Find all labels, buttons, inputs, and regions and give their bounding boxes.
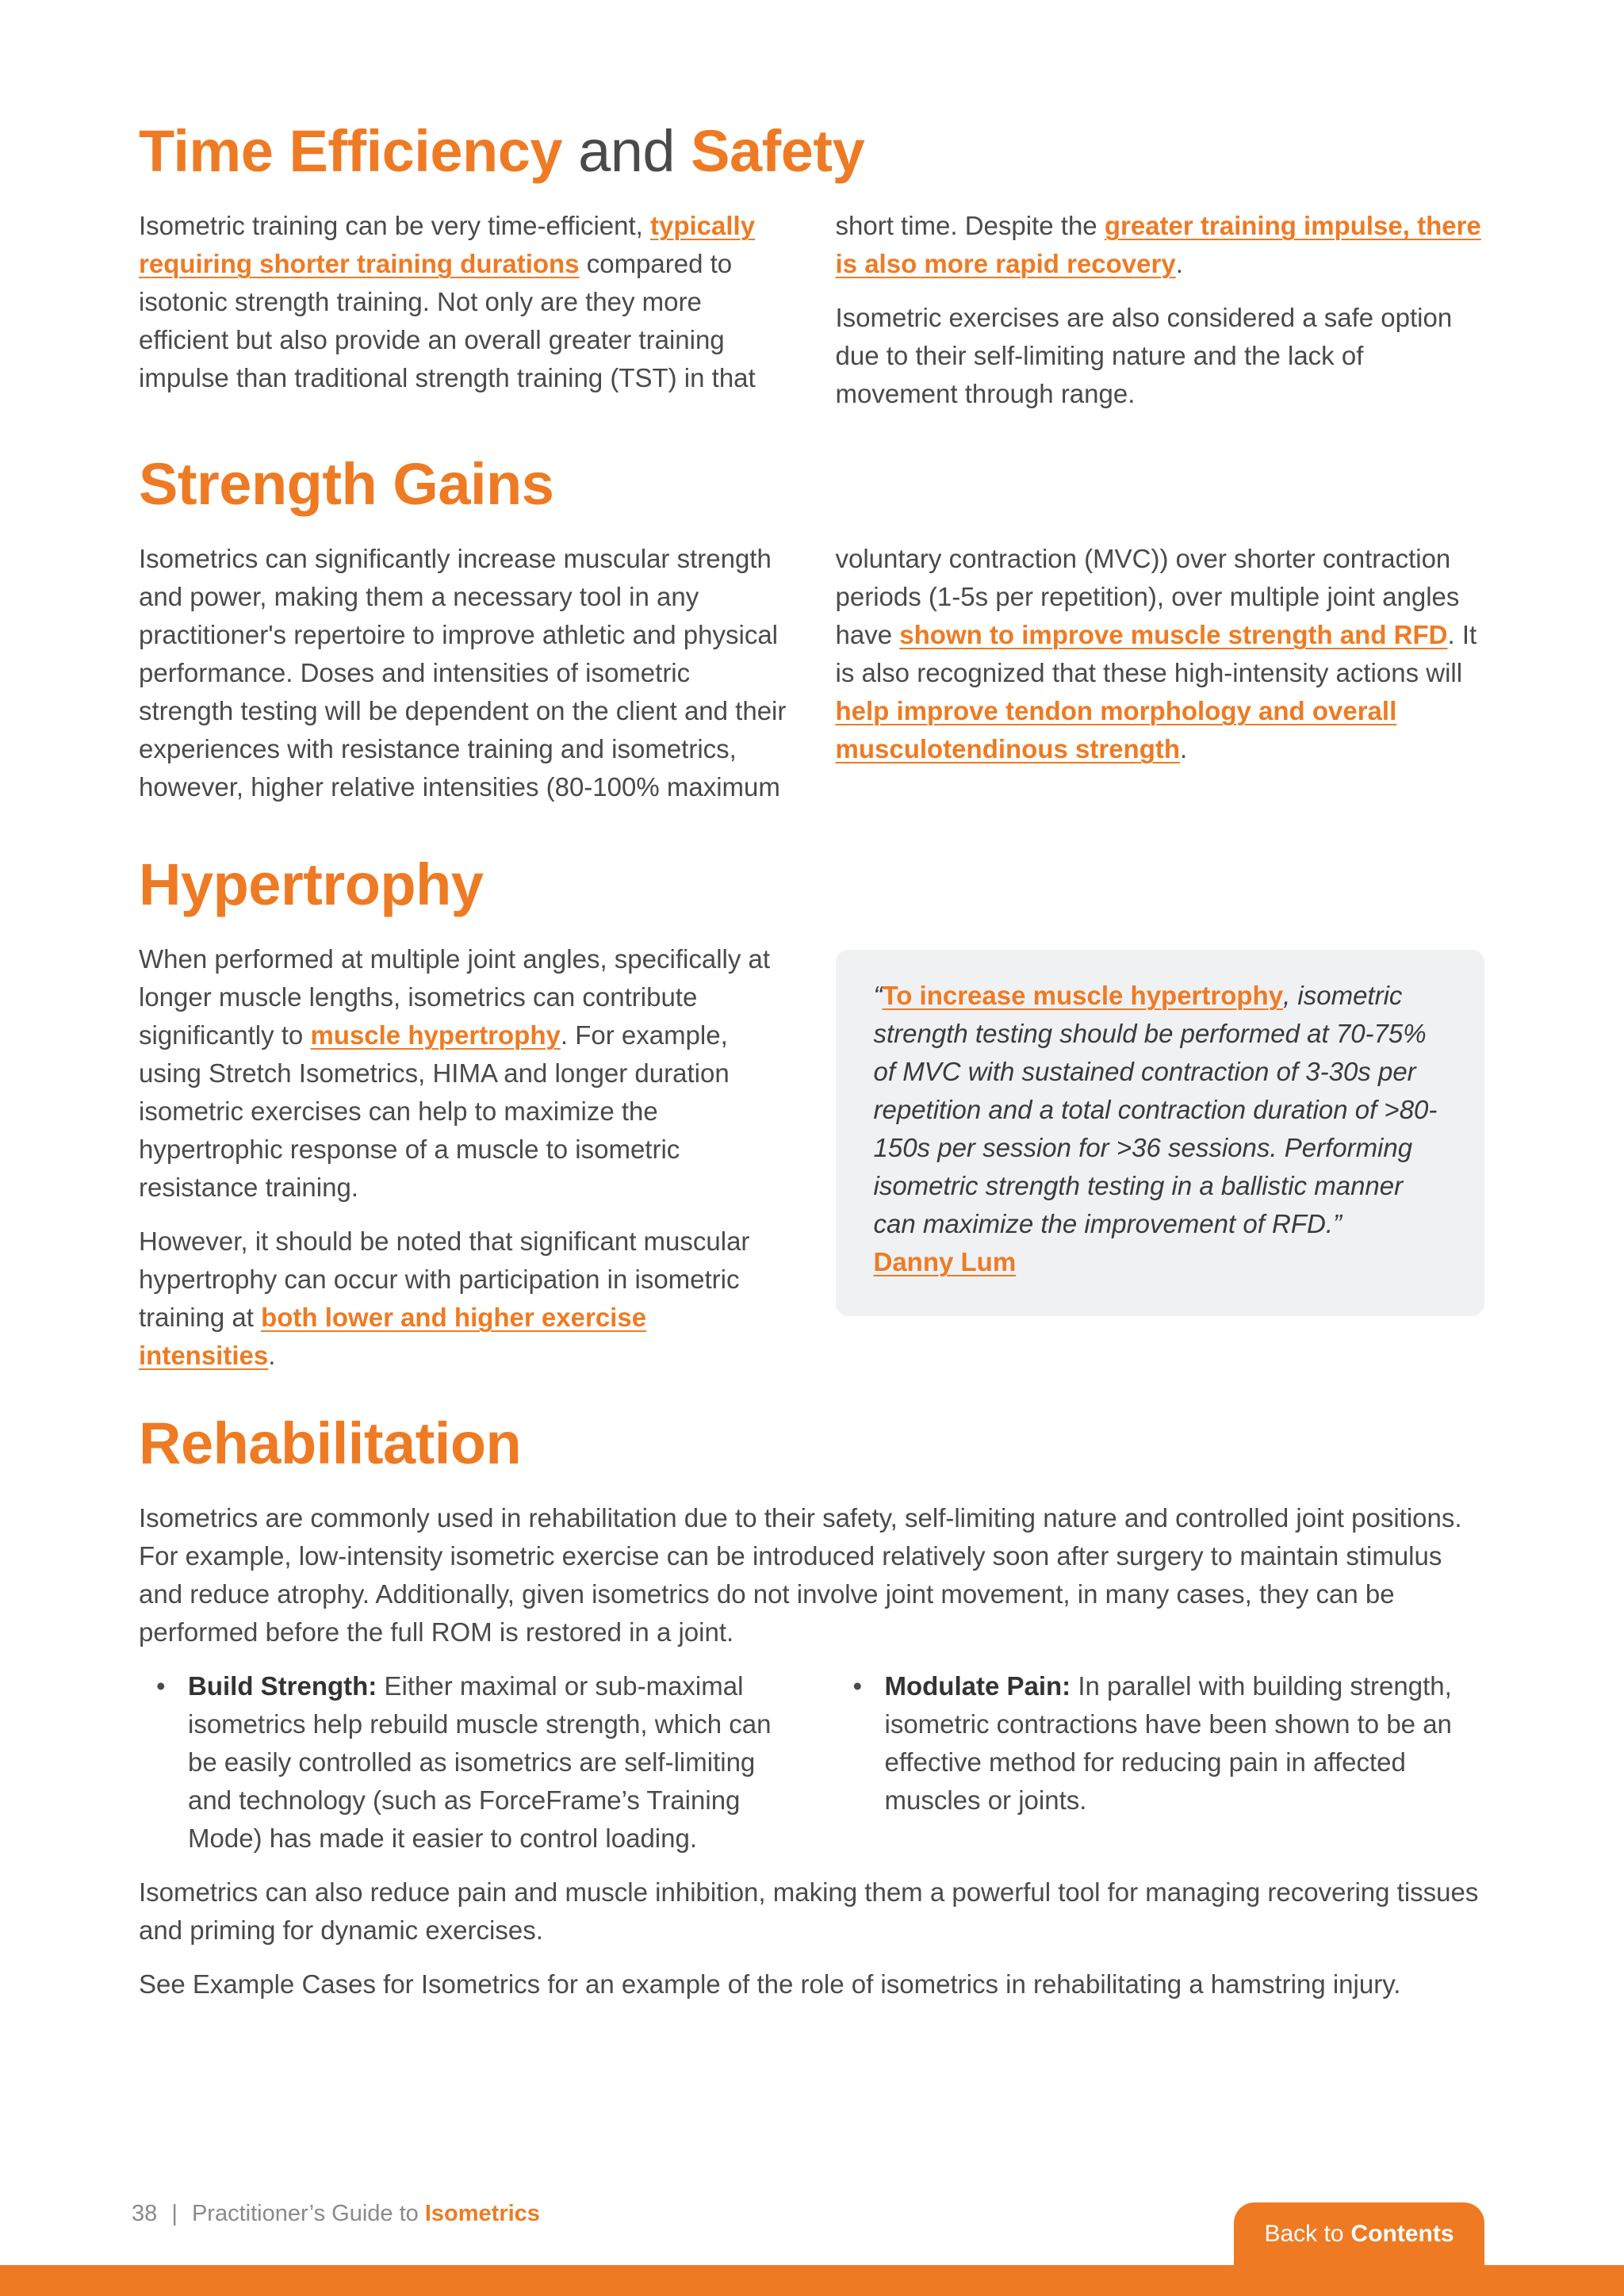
bullet-icon: • <box>852 1671 863 1701</box>
link-shorter-training-durations[interactable]: typically requiring shorter training durations <box>139 211 756 279</box>
bottom-accent-bar <box>0 2265 1624 2296</box>
bullet-icon: • <box>156 1671 166 1701</box>
pull-quote: “To increase muscle hypertrophy, isometric strength testing should be performed at 70-75% of MVC with sustained contraction of 3-30s per repetition and a total contraction duration of >80-150s per session for >36 sessions. Performing isometric strength testing in a ballistic manner can maximize the improvement of RFD.” Danny Lum <box>836 950 1485 1316</box>
list-item: • Build Strength: Either maximal or sub-maximal isometrics help rebuild muscle strength, which can be easily controlled as isometrics are self-limiting and technology (such as ForceFrame’s Training Mode) has made it easier to control loading. <box>139 1667 788 1858</box>
guide-brand: Isometrics <box>424 2201 540 2226</box>
bullet-list <box>139 1667 1484 1858</box>
paragraph: Isometrics can significantly increase muscular strength and power, making them a necessary tool in any practitioner's repertoire to improve athletic and physical performance. Doses and intensities of isometric strength testing will be dependent on the client and their experiences with resistance training and isometrics, however, higher relative intensities (80-100% maximum voluntary contraction (MVC)) over shorter contraction periods (1-5s per repetition), over multiple joint angles have shown to improve muscle strength and RFD. It is also recognized that these high-intensity actions will help improve tendon morphology and overall musculotendinous strength. <box>139 544 1477 802</box>
quote-author-link[interactable]: Danny Lum <box>873 1247 1017 1277</box>
link-rapid-recovery[interactable]: greater training impulse, there is also more rapid recovery <box>835 211 1481 279</box>
section-title-rehabilitation: Rehabilitation <box>139 1410 522 1476</box>
paragraph: Isometric exercises are also considered a safe option due to their self-limiting nature and the lack of movement through range. <box>835 303 1453 409</box>
section-strength-gains <box>139 452 1484 806</box>
section-hypertrophy <box>139 852 1484 1391</box>
link-muscle-strength-rfd[interactable]: shown to improve muscle strength and RFD <box>899 620 1448 650</box>
paragraph: Isometric training can be very time-efficient, typically requiring shorter training durations compared to isotonic strength training. Not only are they more efficient but also provide an overall greater training impulse than traditional strength training (TST) in that short time. Despite the greater training impulse, there is also more rapid recovery. <box>139 211 1481 393</box>
back-to-label: Back to <box>1264 2221 1344 2247</box>
footer-separator: | <box>171 2201 178 2226</box>
paragraph: Isometrics can also reduce pain and muscle inhibition, making them a powerful tool for managing recovering tissues and priming for dynamic exercises. <box>139 1877 1479 1946</box>
paragraph: Isometrics are commonly used in rehabilitation due to their safety, self-limiting nature and controlled joint positions. For example, low-intensity isometric exercise can be introduced relatively soon after surgery to maintain stimulus and reduce atrophy. Additionally, given isometrics do not involve joint movement, in many cases, they can be performed before the full ROM is restored in a joint. <box>139 1503 1462 1647</box>
guide-title: Practitioner’s Guide to <box>191 2201 419 2226</box>
page-number: 38 <box>132 2201 158 2226</box>
page-footer <box>132 2201 540 2227</box>
contents-label: Contents <box>1350 2221 1454 2247</box>
back-to-contents-button[interactable] <box>1234 2202 1484 2266</box>
list-item: • Modulate Pain: In parallel with building strength, isometric contractions have been shown to be an effective method for reducing pain in affected muscles or joints. <box>836 1667 1485 1858</box>
link-exercise-intensities[interactable]: both lower and higher exercise intensities <box>139 1303 647 1371</box>
paragraph: However, it should be noted that significant muscular hypertrophy can occur with participation in isometric training at both lower and higher exercise intensities. <box>139 1226 750 1371</box>
paragraph: When performed at multiple joint angles, specifically at longer muscle lengths, isometrics can contribute significantly to muscle hypertrophy. For example, using Stretch Isometrics, HIMA and longer duration isometric exercises can help to maximize the hypertrophic response of a muscle to isometric resistance training. <box>139 944 771 1203</box>
section-time-efficiency <box>139 119 1484 413</box>
section-title-hypertrophy: Hypertrophy <box>139 851 484 917</box>
link-tendon-morphology[interactable]: help improve tendon morphology and overall musculotendinous strength <box>835 696 1397 764</box>
link-muscle-hypertrophy[interactable]: muscle hypertrophy <box>310 1020 561 1050</box>
section-title-time-efficiency: Time Efficiency and Safety <box>139 118 865 184</box>
section-title-strength-gains: Strength Gains <box>139 451 554 517</box>
link-increase-muscle-hypertrophy[interactable]: To increase muscle hypertrophy <box>882 981 1284 1011</box>
section-rehabilitation <box>139 1411 1484 2019</box>
paragraph: See Example Cases for Isometrics for an example of the role of isometrics in rehabilitating a hamstring injury. <box>139 1969 1401 1999</box>
